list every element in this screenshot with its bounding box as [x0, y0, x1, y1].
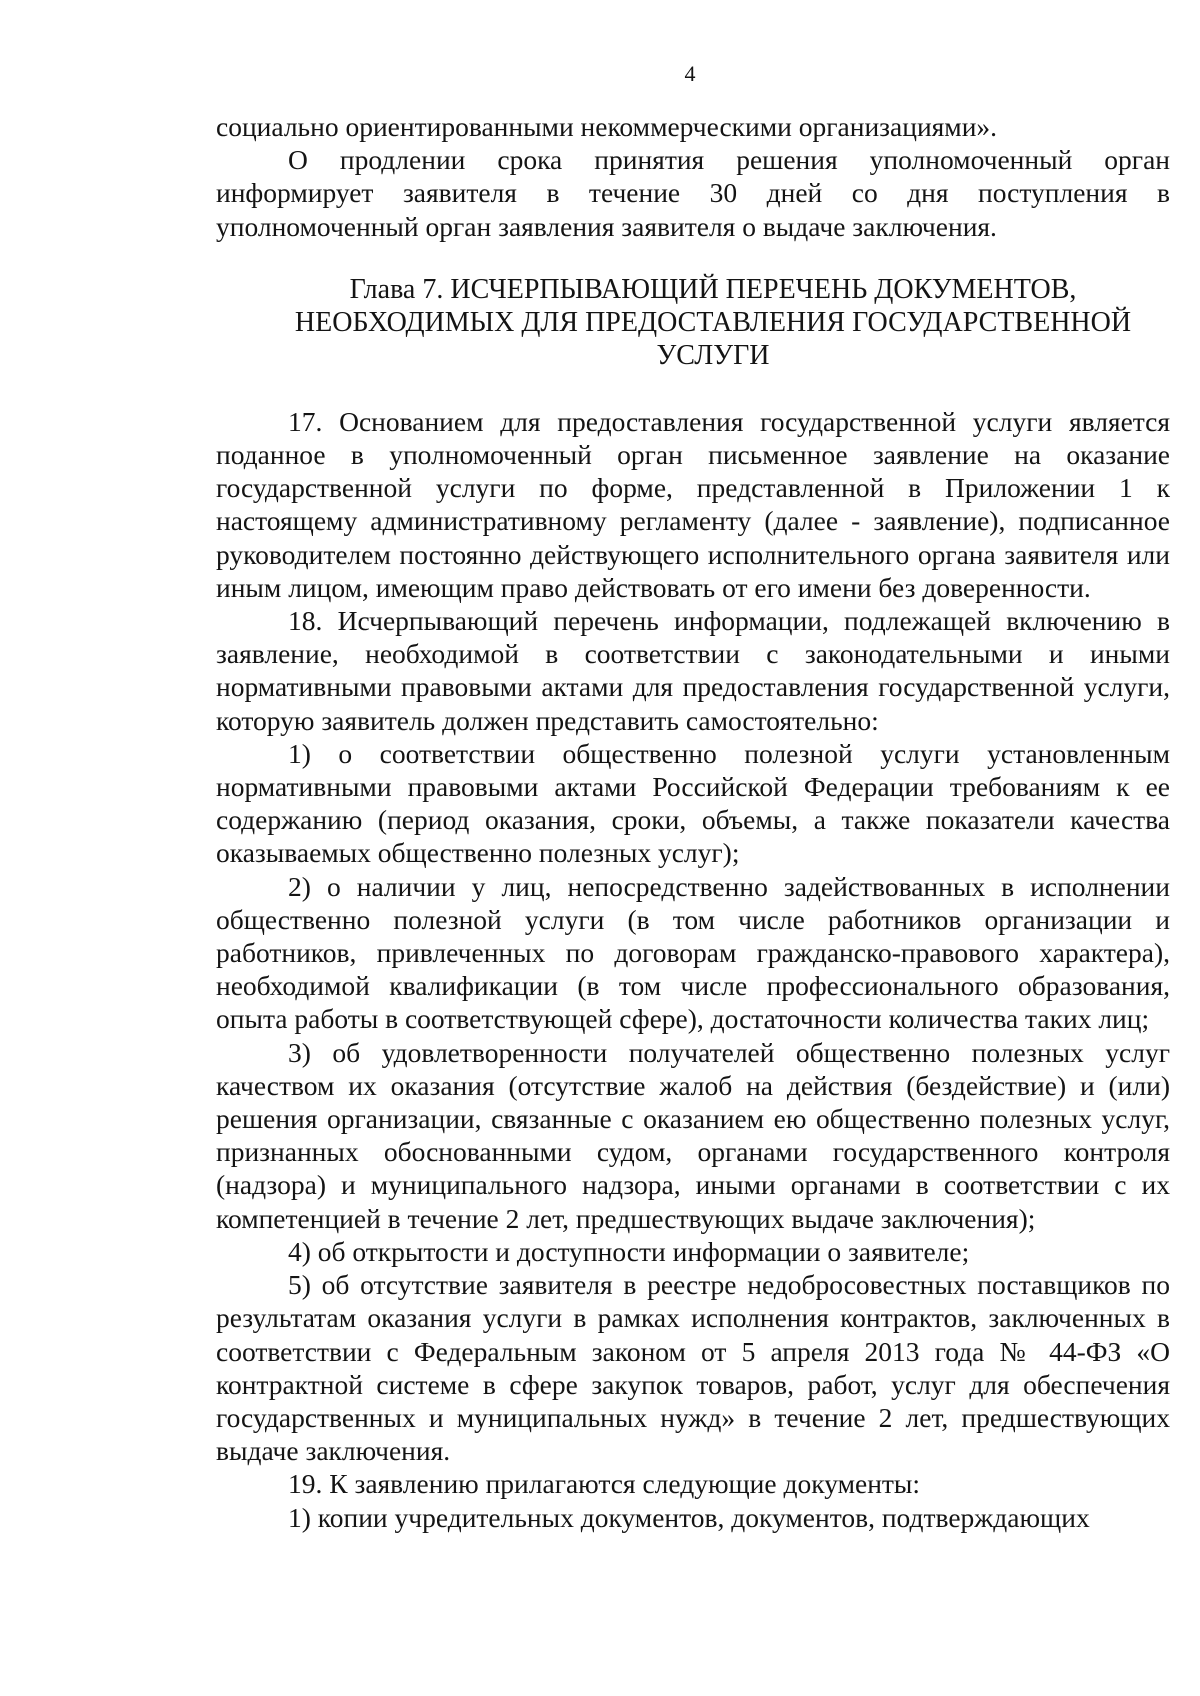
list-item: 1) о соответствии общественно полезной услуги установленным нормативными правовыми актами Российской Федерации требованиям к ее содержанию (период оказания, сроки, объемы, а также показатели качества оказываемых общественно полезных услуг); — [216, 737, 1170, 869]
list-item: 1) копии учредительных документов, документов, подтверждающих — [288, 1501, 1090, 1533]
list-item: 5) об отсутствие заявителя в реестре недобросовестных поставщиков по результатам оказания услуги в рамках исполнения контрактов, заключенных в соответствии с Федеральным законом от 5 апреля 2013 года № 44-ФЗ «О контрактной системе в сфере закупок товаров, работ, услуг для обеспечения государственных и муниципальных нужд» в течение 2 лет, предшествующих выдаче заключения. — [216, 1269, 1170, 1467]
intro-continuation: социально ориентированными некоммерческими организациями». — [216, 111, 998, 142]
list-item: 4) об открытости и доступности информации о заявителе; — [288, 1235, 970, 1267]
list-item: 2) о наличии у лиц, непосредственно задействованных в исполнении общественно полезной услуги (в том числе работников организации и работников, привлеченных по договорам гражданско-правового характера), необходимой квалификации (в том числе профессионального образования, опыта работы в соответствующей сфере), достаточности количества таких лиц; — [216, 870, 1170, 1035]
paragraph-18: 18. Исчерпывающий перечень информации, подлежащей включению в заявление, необходимой в соответствии с законодательными и иными нормативными правовыми актами для предоставления государственной услуги, которую заявитель должен представить самостоятельно: — [216, 605, 1170, 736]
intro-paragraph: О продлении срока принятия решения уполномоченный орган информирует заявителя в течение 30 дней со дня поступления в уполномоченный орган заявления заявителя о выдаче заключения. — [216, 144, 1170, 242]
list-item: 3) об удовлетворенности получателей общественно полезных услуг качеством их оказания (отсутствие жалоб на действия (бездействие) и (или) решения организации, связанные с оказанием ею общественно полезных услуг, признанных обоснованными судом, органами государственного контроля (надзора) и муниципального надзора, иными органами в соответствии с их компетенцией в течение 2 лет, предшествующих выдаче заключения); — [216, 1036, 1170, 1234]
document-body — [216, 110, 1170, 1534]
paragraph-17: 17. Основанием для предоставления государственной услуги является поданное в уполномоченный орган письменное заявление на оказание государственной услуги по форме, представленной в Приложении 1 к настоящему административному регламенту (далее - заявление), подписанное руководителем постоянно действующего исполнительного органа заявителя или иным лицом, имеющим право действовать от его имени без доверенности. — [216, 405, 1170, 603]
chapter-heading-line: Глава 7. ИСЧЕРПЫВАЮЩИЙ ПЕРЕЧЕНЬ ДОКУМЕНТОВ, — [349, 273, 1077, 305]
paragraph-19: 19. К заявлению прилагаются следующие документы: — [288, 1468, 921, 1500]
chapter-heading-line: НЕОБХОДИМЫХ ДЛЯ ПРЕДОСТАВЛЕНИЯ ГОСУДАРСТВЕННОЙ — [294, 306, 1132, 338]
chapter-heading — [216, 273, 1170, 372]
chapter-heading-line: УСЛУГИ — [656, 339, 770, 371]
page-number: 4 — [684, 61, 696, 86]
